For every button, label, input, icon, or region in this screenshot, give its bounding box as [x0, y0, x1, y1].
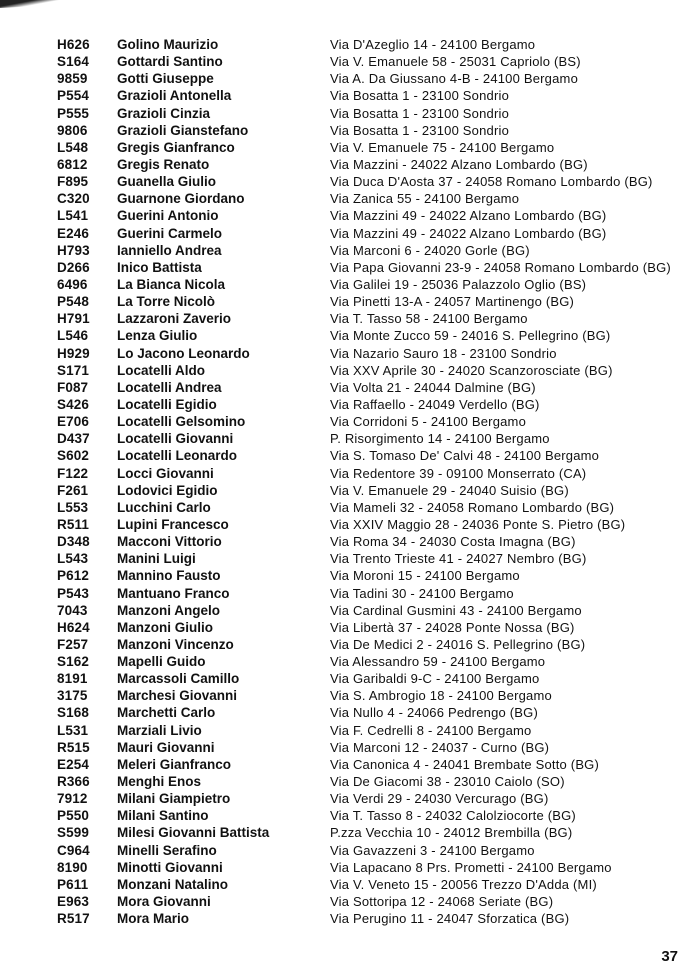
directory-entry — [0, 842, 700, 859]
member-code: S599 — [57, 825, 89, 841]
member-address: Via Libertà 37 - 24028 Ponte Nossa (BG) — [330, 619, 575, 635]
member-name: Gregis Renato — [117, 156, 210, 172]
member-code: F122 — [57, 465, 89, 481]
directory-entry — [0, 910, 700, 927]
member-name: La Torre Nicolò — [117, 294, 216, 310]
page-number: 37 — [661, 948, 678, 965]
directory-entry — [0, 636, 700, 653]
directory-entry — [0, 259, 700, 276]
directory-entry — [0, 156, 700, 173]
member-name: Locatelli Andrea — [117, 379, 222, 395]
member-address: Via Duca D'Aosta 37 - 24058 Romano Lombardo (BG) — [330, 174, 653, 190]
member-code: R515 — [57, 739, 90, 755]
member-name: Meleri Gianfranco — [117, 756, 232, 772]
directory-entry — [0, 739, 700, 756]
member-name: Gottardi Santino — [117, 54, 223, 70]
member-code: L531 — [57, 722, 89, 738]
member-code: S171 — [57, 362, 89, 378]
member-address: Via Tadini 30 - 24100 Bergamo — [330, 585, 514, 601]
member-address: Via Roma 34 - 24030 Costa Imagna (BG) — [330, 534, 576, 550]
scan-corner-mark — [0, 0, 60, 8]
directory-entry — [0, 790, 700, 807]
member-name: Lazzaroni Zaverio — [117, 311, 232, 327]
directory-entry — [0, 670, 700, 687]
member-address: Via Nullo 4 - 24066 Pedrengo (BG) — [330, 705, 538, 721]
directory-entry — [0, 87, 700, 104]
member-address: Via Mameli 32 - 24058 Romano Lombardo (BG) — [330, 499, 615, 515]
directory-entry — [0, 413, 700, 430]
member-code: R511 — [57, 516, 89, 532]
member-name: Locci Giovanni — [117, 465, 214, 481]
directory-entry — [0, 139, 700, 156]
directory-entry — [0, 653, 700, 670]
member-name: Grazioli Cinzia — [117, 105, 211, 121]
member-name: Grazioli Gianstefano — [117, 122, 249, 138]
directory-entry — [0, 70, 700, 87]
member-code: L553 — [57, 499, 89, 515]
member-name: Guerini Carmelo — [117, 225, 223, 241]
member-name: Guerini Antonio — [117, 208, 219, 224]
member-name: Manzoni Vincenzo — [117, 636, 234, 652]
member-name: Gregis Gianfranco — [117, 139, 235, 155]
member-name: Manini Luigi — [117, 551, 196, 567]
member-name: Manzoni Angelo — [117, 602, 220, 618]
directory-entry — [0, 430, 700, 447]
directory-entry — [0, 242, 700, 259]
member-code: E246 — [57, 225, 89, 241]
member-code: S162 — [57, 654, 89, 670]
member-code: F261 — [57, 482, 89, 498]
member-code: S168 — [57, 705, 89, 721]
member-address: Via Corridoni 5 - 24100 Bergamo — [330, 414, 527, 430]
member-address: Via Verdi 29 - 24030 Vercurago (BG) — [330, 791, 549, 807]
member-address: Via S. Ambrogio 18 - 24100 Bergamo — [330, 688, 552, 704]
member-name: Menghi Enos — [117, 774, 201, 790]
directory-entry — [0, 447, 700, 464]
member-code: E254 — [57, 756, 89, 772]
member-code: E706 — [57, 414, 89, 430]
member-address: Via Galilei 19 - 25036 Palazzolo Oglio (BS) — [330, 276, 587, 292]
member-code: E963 — [57, 894, 89, 910]
member-address: Via T. Tasso 8 - 24032 Calolziocorte (BG) — [330, 808, 576, 824]
member-code: L546 — [57, 328, 89, 344]
directory-entry — [0, 687, 700, 704]
directory-entry — [0, 36, 700, 53]
member-address: Via Marconi 12 - 24037 - Curno (BG) — [330, 739, 550, 755]
directory-entry — [0, 379, 700, 396]
member-name: La Bianca Nicola — [117, 276, 226, 292]
member-name: Inico Battista — [117, 259, 202, 275]
member-address: Via Papa Giovanni 23-9 - 24058 Romano Lombardo (BG) — [330, 259, 671, 275]
member-code: 8191 — [57, 671, 88, 687]
member-address: Via F. Cedrelli 8 - 24100 Bergamo — [330, 722, 532, 738]
member-address: Via Pinetti 13-A - 24057 Martinengo (BG) — [330, 294, 575, 310]
directory-entry — [0, 293, 700, 310]
member-name: Gotti Giuseppe — [117, 71, 214, 87]
member-address: Via Trento Trieste 41 - 24027 Nembro (BG) — [330, 551, 587, 567]
member-address: Via V. Emanuele 29 - 24040 Suisio (BG) — [330, 482, 569, 498]
member-address: Via Gavazzeni 3 - 24100 Bergamo — [330, 842, 535, 858]
member-code: 8190 — [57, 859, 88, 875]
directory-entry — [0, 585, 700, 602]
member-name: Locatelli Leonardo — [117, 448, 238, 464]
member-code: P612 — [57, 568, 89, 584]
member-name: Mannino Fausto — [117, 568, 221, 584]
member-code: S164 — [57, 54, 89, 70]
member-address: P.zza Vecchia 10 - 24012 Brembilla (BG) — [330, 825, 573, 841]
directory-entry — [0, 704, 700, 721]
member-code: P554 — [57, 88, 89, 104]
member-address: Via De Medici 2 - 24016 S. Pellegrino (BG) — [330, 636, 586, 652]
member-address: Via T. Tasso 58 - 24100 Bergamo — [330, 311, 528, 327]
member-name: Marchesi Giovanni — [117, 688, 238, 704]
member-code: C320 — [57, 191, 90, 207]
member-address: Via Bosatta 1 - 23100 Sondrio — [330, 122, 510, 138]
directory-entry — [0, 105, 700, 122]
member-code: H929 — [57, 345, 90, 361]
member-code: 9859 — [57, 71, 88, 87]
member-name: Mantuano Franco — [117, 585, 230, 601]
member-code: D437 — [57, 431, 90, 447]
member-name: Golino Maurizio — [117, 37, 219, 52]
member-address: Via D'Azeglio 14 - 24100 Bergamo — [330, 37, 536, 52]
directory-entry — [0, 362, 700, 379]
member-name: Milani Santino — [117, 808, 209, 824]
member-directory-list — [0, 36, 700, 927]
member-address: Via Sottoripa 12 - 24068 Seriate (BG) — [330, 894, 554, 910]
member-code: 3175 — [57, 688, 88, 704]
member-code: P611 — [57, 876, 89, 892]
member-code: S426 — [57, 396, 89, 412]
member-code: P555 — [57, 105, 89, 121]
member-code: 7912 — [57, 791, 88, 807]
member-name: Minotti Giovanni — [117, 859, 223, 875]
member-address: Via Mazzini 49 - 24022 Alzano Lombardo (BG) — [330, 225, 607, 241]
member-address: Via De Giacomi 38 - 23010 Caiolo (SO) — [330, 774, 565, 790]
directory-entry — [0, 207, 700, 224]
member-code: L541 — [57, 208, 89, 224]
directory-entry — [0, 550, 700, 567]
member-code: F257 — [57, 636, 89, 652]
directory-entry — [0, 824, 700, 841]
member-code: H793 — [57, 242, 90, 258]
member-name: Locatelli Aldo — [117, 362, 206, 378]
member-code: P543 — [57, 585, 89, 601]
member-address: Via Redentore 39 - 09100 Monserrato (CA) — [330, 465, 587, 481]
member-code: D348 — [57, 534, 90, 550]
member-address: Via S. Tomaso De' Calvi 48 - 24100 Bergamo — [330, 448, 600, 464]
member-code: H626 — [57, 37, 90, 52]
member-code: H791 — [57, 311, 90, 327]
directory-entry — [0, 567, 700, 584]
member-name: Mauri Giovanni — [117, 739, 215, 755]
member-address: Via Alessandro 59 - 24100 Bergamo — [330, 654, 546, 670]
member-address: Via XXV Aprile 30 - 24020 Scanzorosciate (BG) — [330, 362, 613, 378]
member-address: Via Mazzini - 24022 Alzano Lombardo (BG) — [330, 156, 588, 172]
member-code: 6812 — [57, 156, 88, 172]
directory-entry — [0, 533, 700, 550]
directory-entry — [0, 876, 700, 893]
member-name: Guanella Giulio — [117, 174, 217, 190]
directory-entry — [0, 859, 700, 876]
member-name: Ianniello Andrea — [117, 242, 222, 258]
member-address: P. Risorgimento 14 - 24100 Bergamo — [330, 431, 550, 447]
member-name: Locatelli Egidio — [117, 396, 217, 412]
member-code: R366 — [57, 774, 90, 790]
member-address: Via Mazzini 49 - 24022 Alzano Lombardo (BG) — [330, 208, 607, 224]
member-address: Via Monte Zucco 59 - 24016 S. Pellegrino (BG) — [330, 328, 611, 344]
member-name: Macconi Vittorio — [117, 534, 222, 550]
directory-entry — [0, 345, 700, 362]
member-code: C964 — [57, 842, 90, 858]
member-name: Lupini Francesco — [117, 516, 229, 532]
directory-entry — [0, 516, 700, 533]
directory-entry — [0, 602, 700, 619]
member-code: 6496 — [57, 276, 88, 292]
directory-entry — [0, 327, 700, 344]
directory-entry — [0, 773, 700, 790]
member-name: Lo Jacono Leonardo — [117, 345, 250, 361]
directory-entry — [0, 465, 700, 482]
member-code: L548 — [57, 139, 89, 155]
member-name: Locatelli Gelsomino — [117, 414, 246, 430]
directory-entry — [0, 756, 700, 773]
member-code: 7043 — [57, 602, 88, 618]
member-name: Marchetti Carlo — [117, 705, 216, 721]
member-address: Via Garibaldi 9-C - 24100 Bergamo — [330, 671, 540, 687]
member-address: Via A. Da Giussano 4-B - 24100 Bergamo — [330, 71, 578, 87]
member-code: F895 — [57, 174, 89, 190]
member-address: Via Zanica 55 - 24100 Bergamo — [330, 191, 520, 207]
directory-entry — [0, 310, 700, 327]
member-address: Via Volta 21 - 24044 Dalmine (BG) — [330, 379, 536, 395]
member-code: F087 — [57, 379, 89, 395]
directory-entry — [0, 396, 700, 413]
member-name: Manzoni Giulio — [117, 619, 213, 635]
member-code: P550 — [57, 808, 89, 824]
member-address: Via XXIV Maggio 28 - 24036 Ponte S. Pietro (BG) — [330, 516, 626, 532]
member-address: Via V. Emanuele 75 - 24100 Bergamo — [330, 139, 555, 155]
directory-entry — [0, 893, 700, 910]
directory-entry — [0, 173, 700, 190]
member-address: Via Bosatta 1 - 23100 Sondrio — [330, 88, 510, 104]
member-code: R517 — [57, 911, 90, 927]
member-address: Via V. Emanuele 58 - 25031 Capriolo (BS) — [330, 54, 581, 70]
directory-entry — [0, 807, 700, 824]
directory-entry — [0, 122, 700, 139]
member-code: H624 — [57, 619, 90, 635]
member-address: Via Moroni 15 - 24100 Bergamo — [330, 568, 520, 584]
member-name: Monzani Natalino — [117, 876, 228, 892]
member-address: Via Lapacano 8 Prs. Prometti - 24100 Bergamo — [330, 859, 612, 875]
directory-entry — [0, 619, 700, 636]
member-name: Lucchini Carlo — [117, 499, 211, 515]
member-code: P548 — [57, 294, 89, 310]
member-address: Via Marconi 6 - 24020 Gorle (BG) — [330, 242, 530, 258]
member-name: Minelli Serafino — [117, 842, 217, 858]
member-name: Grazioli Antonella — [117, 88, 232, 104]
member-name: Milani Giampietro — [117, 791, 231, 807]
member-name: Marziali Livio — [117, 722, 202, 738]
member-code: S602 — [57, 448, 89, 464]
member-address: Via Cardinal Gusmini 43 - 24100 Bergamo — [330, 602, 582, 618]
member-name: Guarnone Giordano — [117, 191, 245, 207]
member-code: D266 — [57, 259, 90, 275]
directory-entry — [0, 499, 700, 516]
directory-entry — [0, 482, 700, 499]
member-name: Mora Giovanni — [117, 894, 211, 910]
member-name: Lenza Giulio — [117, 328, 198, 344]
member-address: Via V. Veneto 15 - 20056 Trezzo D'Adda (MI) — [330, 876, 597, 892]
directory-entry — [0, 722, 700, 739]
member-address: Via Canonica 4 - 24041 Brembate Sotto (BG) — [330, 756, 600, 772]
directory-entry — [0, 190, 700, 207]
member-name: Mora Mario — [117, 911, 190, 927]
directory-entry — [0, 225, 700, 242]
member-name: Lodovici Egidio — [117, 482, 218, 498]
member-address: Via Raffaello - 24049 Verdello (BG) — [330, 396, 540, 412]
directory-entry — [0, 276, 700, 293]
member-address: Via Perugino 11 - 24047 Sforzatica (BG) — [330, 911, 570, 927]
member-name: Milesi Giovanni Battista — [117, 825, 270, 841]
member-name: Locatelli Giovanni — [117, 431, 234, 447]
member-address: Via Nazario Sauro 18 - 23100 Sondrio — [330, 345, 557, 361]
member-address: Via Bosatta 1 - 23100 Sondrio — [330, 105, 510, 121]
member-code: L543 — [57, 551, 89, 567]
member-name: Mapelli Guido — [117, 654, 206, 670]
member-code: 9806 — [57, 122, 88, 138]
directory-entry — [0, 53, 700, 70]
member-name: Marcassoli Camillo — [117, 671, 240, 687]
